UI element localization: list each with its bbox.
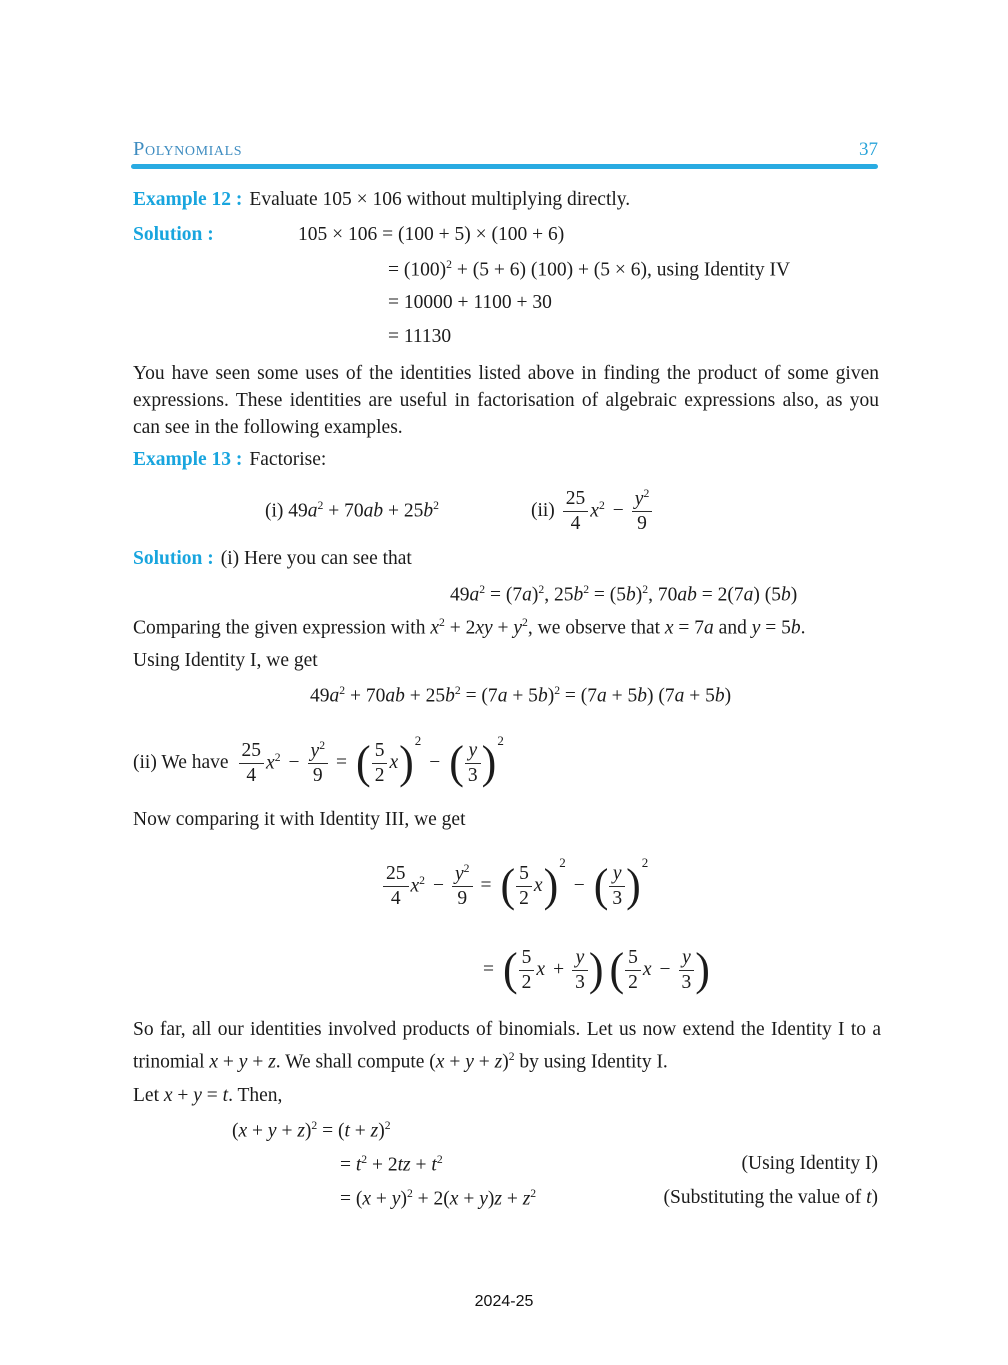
x-squared: $x^2$ xyxy=(590,499,605,522)
fraction-y2-over-9: $\frac{y^2}{9}$ xyxy=(452,862,473,910)
close-paren: ) xyxy=(626,859,641,912)
close-paren: ) xyxy=(588,943,604,996)
display-equation-1 xyxy=(383,851,648,921)
equals-operator: = xyxy=(483,959,494,980)
example12-prompt: Evaluate 105 × 106 without multiplying directly. xyxy=(249,189,631,210)
x-variable: x xyxy=(536,959,546,980)
fraction-y-over-3: $\frac{y}{3}$ xyxy=(609,863,625,910)
open-paren: ( xyxy=(449,736,464,789)
trinomial-eq-2: = $t^2 + 2tz + t^2$ xyxy=(340,1153,443,1176)
x-squared: $x^2$ xyxy=(410,874,425,897)
chapter-title: Polynomials xyxy=(133,138,243,160)
open-paren: ( xyxy=(609,943,625,996)
close-paren: ) xyxy=(399,736,414,789)
page-number: 37 xyxy=(859,139,878,160)
factor-identities-line: $49a^2 = (7a)^2$, $25b^2 = (5b)^2$, 70ab = 2(7a) (5b) xyxy=(450,583,798,606)
x-variable: x xyxy=(533,875,543,896)
factorise-items-row xyxy=(265,477,652,545)
example13-prompt: Factorise: xyxy=(249,449,327,470)
open-paren: ( xyxy=(503,943,518,996)
equals-operator: = xyxy=(336,752,348,773)
header-rule xyxy=(131,164,878,169)
minus-operator: − xyxy=(288,752,300,773)
fraction-25-over-4: $\frac{25}{4}$ xyxy=(383,863,409,910)
equals-operator: = xyxy=(480,875,492,896)
fraction-y-over-3: $\frac{y}{3}$ xyxy=(572,947,588,994)
item-ii-intro: (ii) We have xyxy=(133,752,229,773)
close-paren: ) xyxy=(695,943,710,996)
let-line: Let x + y = t. Then, xyxy=(133,1085,283,1106)
x-variable: x xyxy=(642,959,652,980)
solution12-label: Solution : xyxy=(133,224,214,245)
solution12-step2: = $(100)^2 + (5 + 6) (100) + (5 \times 6)$, using Identity IV xyxy=(388,258,791,281)
solution12-step3: = 10000 + 1100 + 30 xyxy=(388,292,552,313)
solution13-line xyxy=(133,548,412,570)
plus-operator: + xyxy=(553,959,565,980)
open-paren: ( xyxy=(356,736,371,789)
factorise-item-i: (i) $49a^2 + 70ab + 25b^2$ xyxy=(265,499,439,522)
x-squared: $x^2$ xyxy=(266,751,281,774)
minus-operator: − xyxy=(573,875,585,896)
footer-session: 2024-25 xyxy=(474,1293,534,1310)
fraction-y-over-3: $\frac{y}{3}$ xyxy=(465,740,481,787)
fraction-5-over-2: $\frac{5}{2}$ xyxy=(625,947,641,994)
close-paren: ) xyxy=(543,859,559,912)
example13-label: Example 13 : xyxy=(133,449,243,470)
solution13-intro: (i) Here you can see that xyxy=(220,548,412,569)
fraction-5-over-2: $\frac{5}{2}$ xyxy=(519,947,535,994)
fraction-25-over-4: $\frac{25}{4}$ xyxy=(563,488,589,535)
item-ii-equation-line xyxy=(133,729,504,797)
open-paren: ( xyxy=(500,859,516,912)
minus-operator: − xyxy=(659,959,671,980)
using-identity-line: Using Identity I, we get xyxy=(133,650,318,671)
example12-line xyxy=(133,189,630,211)
solution12-step4: = 11130 xyxy=(388,326,452,347)
open-paren: ( xyxy=(593,859,609,912)
substitution-note: (Substituting the value of t) xyxy=(663,1187,878,1208)
minus-operator: − xyxy=(429,752,441,773)
example13-line xyxy=(133,449,326,471)
factorise-item-ii-label: (ii) xyxy=(530,500,555,521)
squared-exponent: 2 xyxy=(414,733,422,748)
fraction-5-over-2: $\frac{5}{2}$ xyxy=(516,863,532,910)
x-variable: x xyxy=(389,752,399,773)
identity-note: (Using Identity I) xyxy=(741,1153,878,1174)
squared-exponent: 2 xyxy=(497,733,504,748)
now-comparing-line: Now comparing it with Identity III, we get xyxy=(133,809,466,830)
fraction-y2-over-9: $\frac{y^2}{9}$ xyxy=(632,487,653,535)
fraction-25-over-4: $\frac{25}{4}$ xyxy=(239,740,265,787)
squared-exponent: 2 xyxy=(641,855,649,870)
fraction-5-over-2: $\frac{5}{2}$ xyxy=(372,740,388,787)
fraction-y-over-3: $\frac{y}{3}$ xyxy=(679,947,695,994)
trinomial-eq-1: $(x + y + z)^2 = (t + z)^2$ xyxy=(232,1119,391,1142)
solution12-step1: 105 × 106 = (100 + 5) × (100 + 6) xyxy=(298,224,565,245)
close-paren: ) xyxy=(481,736,497,789)
solution13-label: Solution : xyxy=(133,548,214,569)
trinomial-eq-3: = $(x + y)^2 + 2(x + y)z + z^2$ xyxy=(340,1187,537,1210)
comparing-line: Comparing the given expression with $x^2 + 2xy + y^2$, we observe that x = 7a and y = 5b. xyxy=(133,616,806,639)
display-equation-2 xyxy=(483,937,711,1003)
squared-exponent: 2 xyxy=(559,855,566,870)
minus-operator: − xyxy=(433,875,444,896)
identity-result-line: $49a^2 + 70ab + 25b^2 = (7a + 5b)^2 = (7a + 5b) (7a + 5b)$ xyxy=(310,684,732,707)
intro-paragraph: You have seen some uses of the identities listed above in finding the product of some given expressions. These identities are useful in factorisation of algebraic expressions also, as you can see in the following examples. xyxy=(133,363,879,438)
fraction-y2-over-9: $\frac{y^2}{9}$ xyxy=(308,739,329,787)
minus-operator: − xyxy=(612,500,624,521)
trinomial-paragraph: So far, all our identities involved products of binomials. Let us now extend the Identity I to a trinomial x + y + z. We shall compute $(x + y + z)^2$ by using Identity I. xyxy=(133,1019,881,1073)
example12-label: Example 12 : xyxy=(133,189,243,210)
